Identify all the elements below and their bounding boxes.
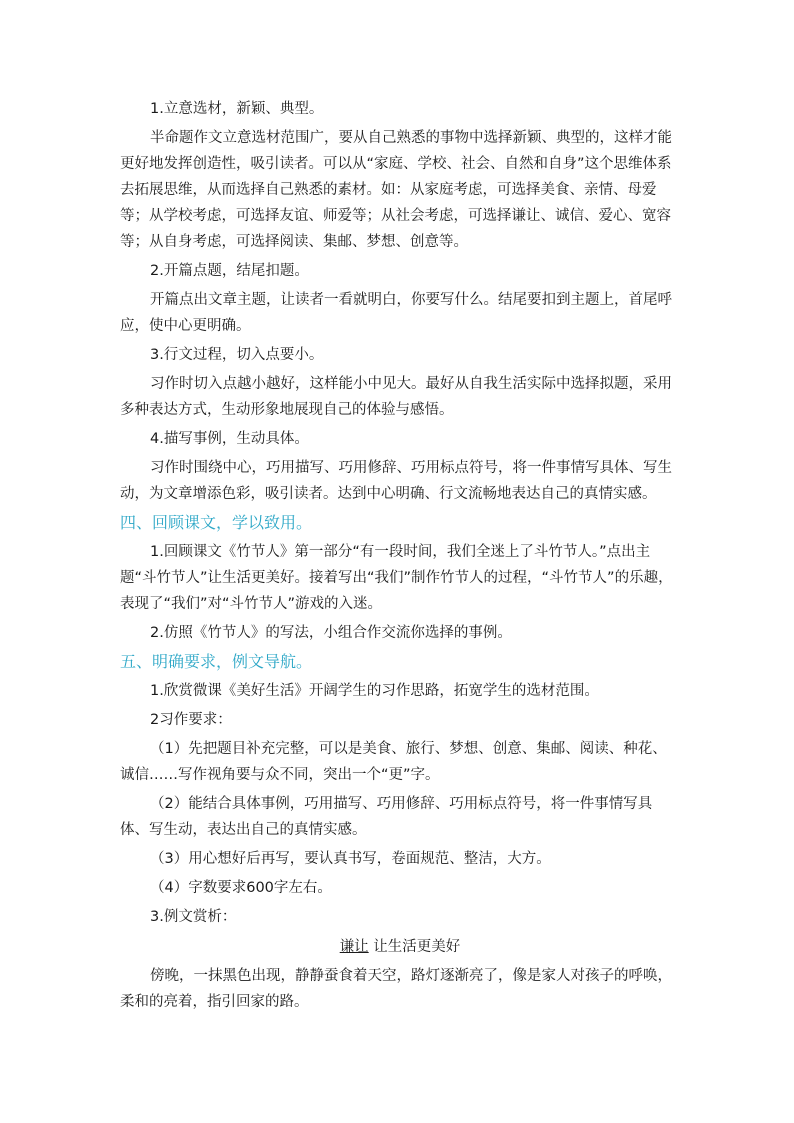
paragraph-review-1: 1.回顾课文《竹节人》第一部分“有一段时间，我们全迷上了斗竹节人。”点出主题“斗竹节人”让生活更美好。接着写出“我们”制作竹节人的过程，“斗竹节人”的乐趣，表现了“我们”对“斗竹节人”游戏的入迷。 [120,544,673,612]
example-title-underlined: 谦让 [339,939,369,955]
paragraph-review-2: 2.仿照《竹节人》的写法，小组合作交流你选择的事例。 [150,625,512,641]
paragraph-point-2: 开篇点出文章主题，让读者一看就明白，你要写什么。结尾要扣到主题上，首尾呼应，使中心更明确。 [120,292,672,334]
section-point-3: 3.行文过程，切入点要小。 [150,347,324,363]
paragraph-point-3: 习作时切入点越小越好，这样能小中见大。最好从自我生活实际中选择拟题，采用多种表达方式，生动形象地展现自己的体验与感悟。 [120,376,672,418]
paragraph-point-4: 习作时围绕中心，巧用描写、巧用修辞、巧用标点符号，将一件事情写具体、写生动，为文章增添色彩，吸引读者。达到中心明确、行文流畅地表达自己的真情实感。 [120,460,672,502]
paragraph-req-2: 2习作要求： [150,712,232,728]
paragraph-req-1: 1.欣赏微课《美好生活》开阔学生的习作思路，拓宽学生的选材范围。 [150,683,599,699]
example-title-rest: 让生活更美好 [368,939,461,955]
paragraph-req-item-3: （3）用心想好后再写，要认真书写，卷面规范、整洁，大方。 [150,851,551,867]
paragraph-example-label: 3.例文赏析： [150,909,237,925]
paragraph-req-item-1: （1）先把题目补充完整，可以是美食、旅行、梦想、创意、集邮、阅读、种花、诚信……写作视角要与众不同，突出一个“更”字。 [120,741,667,783]
example-essay-title [120,934,680,960]
heading-review-lesson: 四、回顾课文，学以致用。 [120,513,313,532]
document-page [120,96,680,1018]
paragraph-req-item-2: （2）能结合具体事例，巧用描写、巧用修辞、巧用标点符号，将一件事情写具体、写生动，表达出自己的真情实感。 [120,796,653,838]
section-point-1: 1.立意选材，新颖、典型。 [150,101,324,117]
paragraph-req-item-4: （4）字数要求600字左右。 [150,880,332,896]
section-point-2: 2.开篇点题，结尾扣题。 [150,263,309,279]
paragraph-point-1: 半命题作文立意选材范围广，要从自己熟悉的事物中选择新颖、典型的，这样才能更好地发挥创造性，吸引读者。可以从“家庭、学校、社会、自然和自身”这个思维体系去拓展思维，从而选择自己熟悉的素材。如：从家庭考虑，可选择美食、亲情、母爱等；从学校考虑，可选择友谊、师爱等；从社会考虑，可选择谦让、诚信、爱心、宽容等；从自身考虑，可选择阅读、集邮、梦想、创意等。 [120,130,672,250]
heading-requirements: 五、明确要求，例文导航。 [120,652,313,671]
section-point-4: 4.描写事例，生动具体。 [150,431,309,447]
example-essay-paragraph-1: 傍晚，一抹黑色出现，静静蚕食着天空，路灯逐渐亮了，像是家人对孩子的呼唤，柔和的亮着，指引回家的路。 [120,968,672,1010]
